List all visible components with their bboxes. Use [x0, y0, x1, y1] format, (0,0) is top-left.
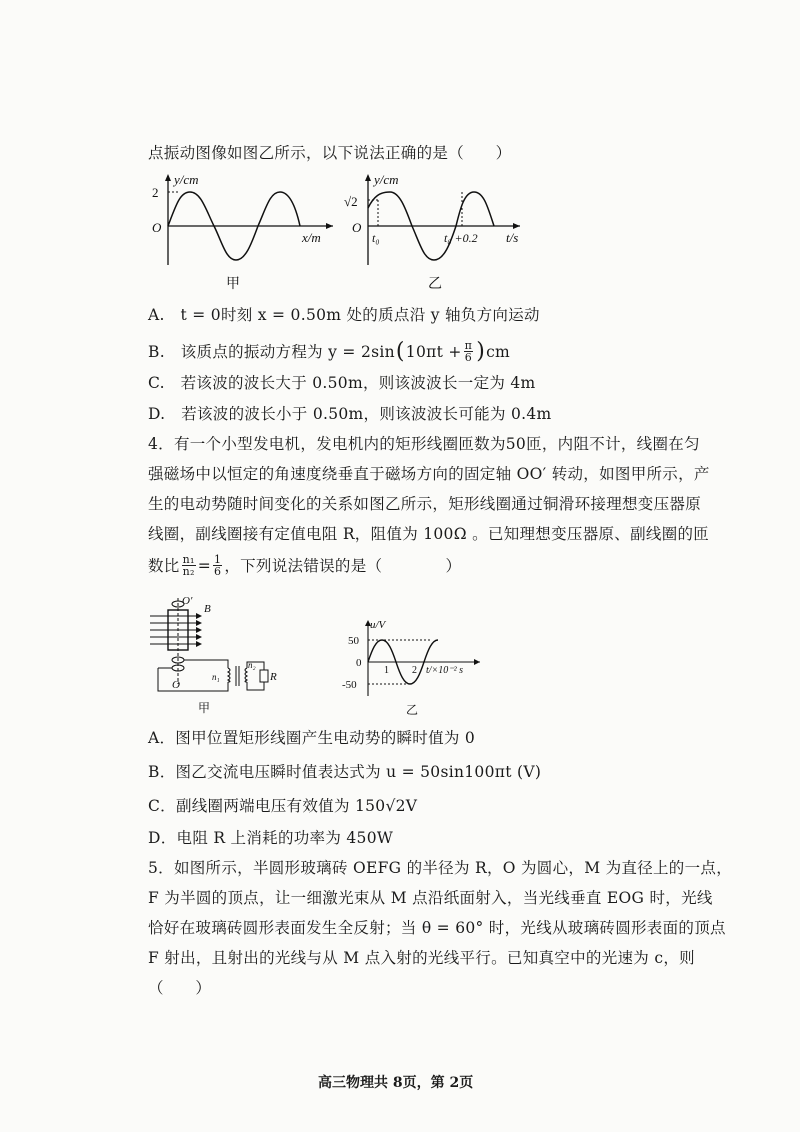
fraction-denominator: 6 [464, 351, 473, 364]
figure-caption: 乙 [428, 277, 442, 292]
q5-line-2: F 为半圆的顶点，让一细激光束从 M 点沿纸面射入，当光线垂直 EOG 时，光线 [148, 889, 713, 907]
y-axis-label: y/cm [374, 172, 399, 187]
paren-right: ) [476, 338, 486, 364]
field-arrow-icon [196, 641, 202, 647]
primary-coil [228, 668, 230, 682]
wire [184, 660, 228, 668]
x-axis-label: x/m [302, 230, 321, 245]
neg-label: -50 [342, 679, 357, 691]
n2-label: n₂ [248, 660, 256, 670]
q4-line-5 [148, 554, 461, 577]
u-axis-label: u/V [370, 619, 386, 631]
t0-label: t₀ [372, 231, 380, 245]
ratio-denominator: n₂ [182, 565, 195, 578]
amp-label: √2 [344, 194, 358, 209]
q3-option-a[interactable]: A. t = 0时刻 x = 0.50m 处的质点沿 y 轴负方向运动 [148, 306, 540, 324]
t-axis-label: t/s [506, 230, 519, 245]
t-axis-arrow-icon [513, 223, 520, 229]
figure-caption: 乙 [406, 703, 419, 716]
q4-line-2: 强磁场中以恒定的角速度绕垂直于磁场方向的固定轴 OO′ 转动，如图甲所示，产 [148, 465, 710, 483]
t0-plus-label: t₀ +0.2 [444, 231, 478, 245]
ratio-value-denominator: 6 [214, 565, 222, 578]
q4-option-c[interactable]: C．副线圈两端电压有效值为 150√2V [148, 797, 418, 815]
wire [247, 682, 264, 690]
field-label: B [204, 603, 211, 615]
axis-bottom-label: O [172, 679, 180, 691]
y-axis-arrow-icon [165, 174, 171, 181]
origin-label: O [352, 220, 362, 235]
field-arrow-icon [196, 627, 202, 633]
t2-label: 2 [412, 665, 417, 676]
q4-line-3: 生的电动势随时间变化的关系如图乙所示，矩形线圈通过铜滑环接理想变压器原 [148, 495, 702, 513]
q3-stem: 点振动图像如图乙所示，以下说法正确的是（ ） [148, 144, 512, 162]
n1-label: n₁ [212, 672, 220, 682]
x-axis-arrow-icon [326, 223, 333, 229]
secondary-coil [245, 668, 247, 682]
resistor [260, 670, 268, 682]
zero-label: 0 [356, 657, 362, 669]
field-arrow-icon [196, 620, 202, 626]
q5-line-3: 恰好在玻璃砖圆形表面发生全反射；当 θ = 60° 时，光线从玻璃砖圆形表面的顶点 [148, 919, 726, 937]
figure-caption: 甲 [198, 701, 211, 715]
fraction-numerator: π [464, 339, 473, 352]
line5-prefix: 数比 [148, 556, 180, 575]
field-arrow-icon [196, 613, 202, 619]
ratio-value-numerator: 1 [214, 553, 222, 566]
q3-option-c[interactable]: C. 若该波的波长大于 0.50m，则该波波长一定为 4m [148, 374, 536, 392]
q4-option-a[interactable]: A．图甲位置矩形线圈产生电动势的瞬时值为 0 [148, 729, 476, 747]
q4-option-b[interactable]: B．图乙交流电压瞬时值表达式为 u = 50sin100πt (V) [148, 763, 542, 781]
ratio-value-fraction [213, 554, 222, 577]
option-b-fraction [464, 340, 474, 363]
q4-figure-jia [148, 596, 278, 716]
q5-line-4: F 射出，且射出的光线与从 M 点入射的光线平行。已知真空中的光速为 c，则 [148, 949, 695, 967]
option-b-text: B. 该质点的振动方程为 y = 2sin [148, 342, 395, 361]
option-b-expr: 10πt + [405, 342, 462, 361]
q4-figure-yi [340, 616, 490, 716]
page-footer: 高三物理共 8页，第 2页 [318, 1075, 474, 1091]
q4-line-4: 线圈，副线圈接有定值电阻 R，阻值为 100Ω 。已知理想变压器原、副线圈的匝 [148, 525, 710, 543]
pos-label: 50 [348, 635, 359, 647]
paren-left: ( [395, 338, 405, 364]
t-axis-label: t/×10⁻² s [426, 665, 463, 676]
origin-label: O [152, 220, 162, 235]
option-b-unit: cm [486, 342, 511, 361]
ratio-numerator: n₁ [182, 553, 195, 566]
q5-line-5: （ ） [148, 979, 212, 997]
q3-option-b[interactable] [148, 340, 510, 363]
t1-label: 1 [384, 665, 389, 676]
q3-figure-yi [340, 170, 540, 300]
line5-suffix: ，下列说法错误的是（ ） [224, 556, 462, 575]
q3-option-d[interactable]: D. 若该波的波长小于 0.50m，则该波波长可能为 0.4m [148, 405, 552, 423]
ratio-fraction [182, 554, 196, 577]
q5-line-1: 5．如图所示，半圆形玻璃砖 OEFG 的半径为 R，O 为圆心，M 为直径上的一点， [148, 859, 733, 877]
resistor-label: R [270, 671, 277, 683]
figure-caption: 甲 [226, 277, 240, 292]
field-arrow-icon [196, 634, 202, 640]
q4-option-d[interactable]: D．电阻 R 上消耗的功率为 450W [148, 829, 394, 847]
y-axis-arrow-icon [365, 174, 371, 181]
t-axis-arrow-icon [474, 659, 480, 665]
q4-line-1: 4．有一个小型发电机，发电机内的矩形线圈匝数为50匝，内阻不计，线圈在匀 [148, 435, 700, 453]
q3-figure-jia [148, 170, 338, 300]
y-axis-label: y/cm [174, 172, 199, 187]
ratio-equals: = [197, 556, 212, 575]
amp-label: 2 [152, 185, 159, 200]
axis-top-label: O′ [182, 596, 193, 607]
